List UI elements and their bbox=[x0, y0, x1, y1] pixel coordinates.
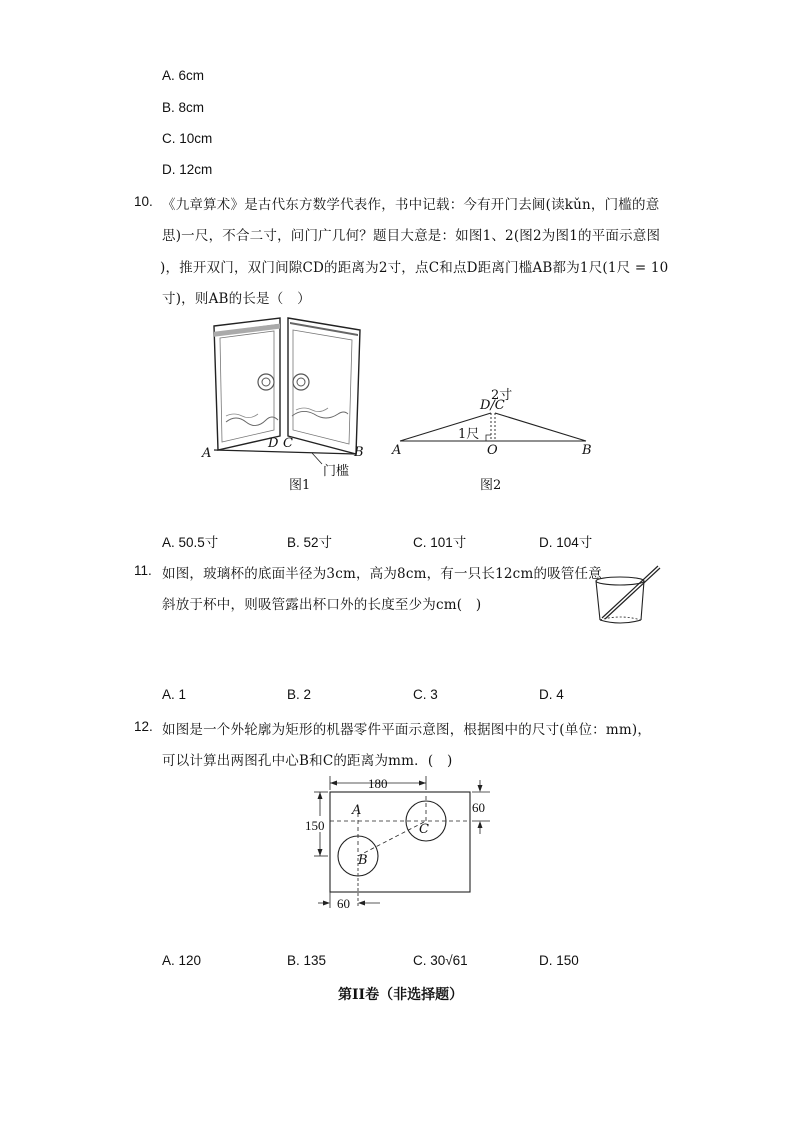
q12-line-2: 可以计算出两图孔中心B和C的距离为mm．( ) bbox=[162, 753, 453, 769]
q12-option-d: D. 150 bbox=[539, 953, 579, 968]
q9-option-c: C. 10cm bbox=[162, 131, 213, 146]
q12-dim-60-bottom: 60 bbox=[337, 896, 350, 911]
q11-glass-figure bbox=[592, 562, 664, 632]
fig1-label-c: C bbox=[283, 436, 293, 451]
fig1-label-d: D bbox=[268, 436, 279, 451]
fig2-label-o: O bbox=[487, 443, 498, 458]
section-title: 第II卷（非选择题） bbox=[338, 987, 464, 1003]
q10-option-d: D. 104寸 bbox=[539, 535, 593, 550]
q12-label-a: A bbox=[352, 803, 362, 818]
q9-option-a: A. 6cm bbox=[162, 68, 205, 83]
q10-line-2: 思)一尺，不合二寸，问门广几何？题目大意是：如图1、2(图2为图1的平面示意图 bbox=[162, 228, 661, 244]
fig2-label-dc: D/C bbox=[480, 398, 505, 413]
q11-option-c: C. 3 bbox=[413, 687, 438, 702]
q11-line-1: 如图，玻璃杯的底面半径为3cm，高为8cm，有一只长12cm的吸管任意 bbox=[162, 566, 602, 582]
q12-option-b: B. 135 bbox=[287, 953, 327, 968]
q10-number: 10. bbox=[134, 194, 153, 209]
q10-line-1: 《九章算术》是古代东方数学代表作，书中记载：今有开门去阃(读kǔn，门槛的意 bbox=[162, 197, 660, 213]
q11-option-b: B. 2 bbox=[287, 687, 312, 702]
q12-machine-part-figure bbox=[300, 776, 500, 912]
q10-option-b: B. 52寸 bbox=[287, 535, 333, 550]
q9-option-b: B. 8cm bbox=[162, 100, 205, 115]
q12-dim-60-right: 60 bbox=[472, 800, 485, 815]
fig2-label-2cun: 2寸 bbox=[491, 388, 513, 403]
fig1-label-b: B bbox=[354, 445, 364, 460]
q10-line-4: 寸)，则AB的长是（ ） bbox=[162, 291, 311, 307]
q12-dim-180: 180 bbox=[368, 776, 388, 791]
q12-dim-150: 150 bbox=[305, 818, 325, 833]
q12-line-1: 如图是一个外轮廓为矩形的机器零件平面示意图，根据图中的尺寸(单位：mm)， bbox=[162, 722, 652, 738]
q12-option-a: A. 120 bbox=[162, 953, 202, 968]
fig1-label-sill: 门槛 bbox=[323, 464, 350, 479]
q12-label-b: B bbox=[358, 853, 368, 868]
q10-line-3: )，推开双门，双门间隙CD的距离为2寸，点C和点D距离门槛AB都为1尺(1尺 = 10 bbox=[160, 260, 669, 276]
fig2-label-1chi: 1尺 bbox=[458, 427, 480, 442]
q12-number: 12. bbox=[134, 719, 153, 734]
q9-option-d: D. 12cm bbox=[162, 162, 213, 177]
q11-option-a: A. 1 bbox=[162, 687, 187, 702]
fig2-caption: 图2 bbox=[480, 478, 502, 493]
q11-option-d: D. 4 bbox=[539, 687, 564, 702]
q12-label-c: C bbox=[419, 822, 429, 837]
q10-option-a: A. 50.5寸 bbox=[162, 535, 219, 550]
fig1-label-a: A bbox=[202, 446, 212, 461]
q11-number: 11. bbox=[134, 563, 152, 578]
fig2-label-b: B bbox=[582, 443, 592, 458]
q11-line-2: 斜放于杯中，则吸管露出杯口外的长度至少为cm( ) bbox=[162, 597, 482, 613]
fig2-label-a: A bbox=[392, 443, 402, 458]
q10-option-c: C. 101寸 bbox=[413, 535, 467, 550]
q12-option-c: C. 30√61 bbox=[413, 953, 468, 968]
fig1-caption: 图1 bbox=[289, 478, 311, 493]
